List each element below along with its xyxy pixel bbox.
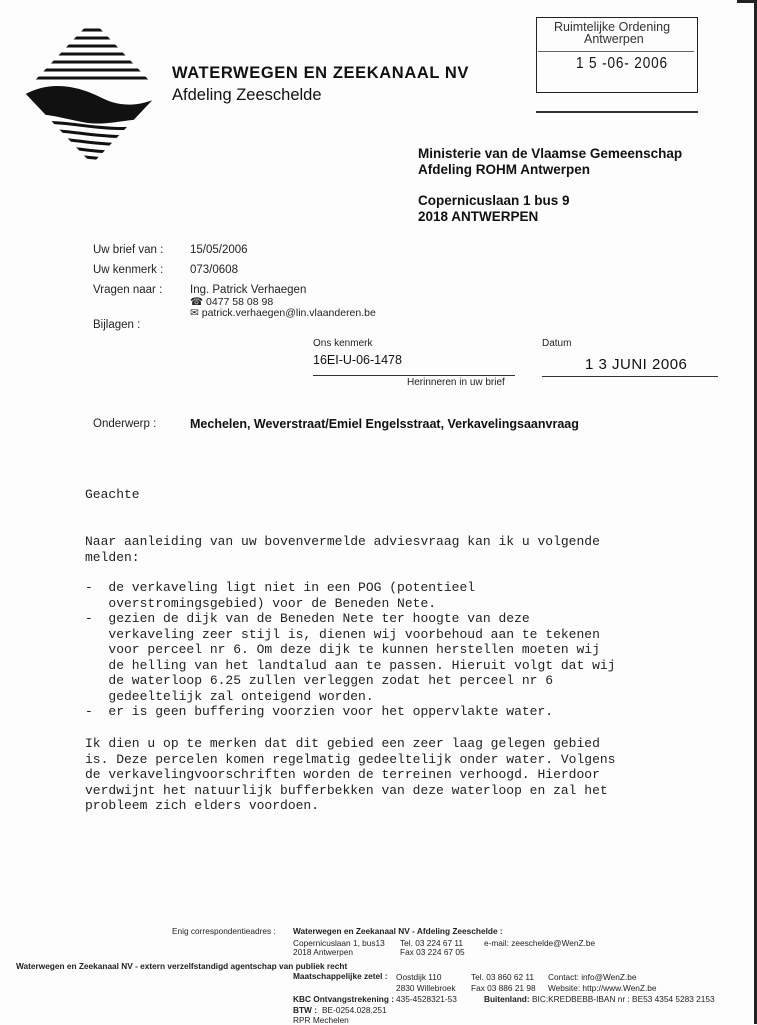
body-line: voor perceel nr 6. Om deze dijk te kunnen herstellen moeten wij (85, 642, 600, 657)
body-line: - de verkaveling ligt niet in een POG (potentieel (85, 580, 476, 595)
stamp-title-line2: Antwerpen (584, 32, 644, 46)
our-ref-value: 16EI-U-06-1478 (313, 353, 402, 367)
body-line: Ik dien u op te merken dat dit gebied een zeer laag gelegen gebied (85, 736, 600, 751)
footer-seat-website: Website: http://www.WenZ.be (548, 983, 657, 993)
organization-name: WATERWEGEN EN ZEEKANAAL NV (172, 64, 470, 82)
body-line: verkaveling zeer stijl is, dienen wij voorbehoud aan te tekenen (85, 626, 600, 642)
body-line: - gezien de dijk van de Beneden Nete ter hoogte van deze (85, 611, 530, 626)
stamp-divider (538, 51, 694, 52)
received-stamp (536, 17, 698, 115)
body-line: de verkavelingvoorschriften worden de terreinen verhoogd. Hierdoor (85, 767, 600, 782)
your-ref-label: Uw kenmerk : (93, 264, 164, 276)
body-line: overstromingsgebied) voor de Beneden Nete. (85, 595, 437, 611)
footer-btw-label: BTW : (293, 1005, 317, 1015)
scan-edge-top (737, 0, 757, 3)
contact-email: patrick.verhaegen@lin.vlaanderen.be (201, 307, 376, 319)
stamp-date: 1 5 -06- 2006 (576, 55, 668, 72)
footer-foreign-label: Buitenland: (484, 994, 530, 1004)
phone-icon: ☎ (190, 296, 204, 308)
remind-label: Herinneren in uw brief (407, 377, 505, 388)
footer-corr-name: Waterwegen en Zeekanaal NV - Afdeling Zeeschelde : (293, 926, 503, 936)
our-ref-label: Ons kenmerk (313, 338, 373, 349)
your-letter-label: Uw brief van : (93, 244, 164, 256)
subject-value: Mechelen, Weverstraat/Emiel Engelsstraat, Verkavelingsaanvraag (190, 417, 579, 431)
our-ref-underline (313, 375, 515, 376)
closing-paragraph (85, 736, 616, 814)
footer-foreign-value: BIC:KREDBEBB-IBAN nr : BE53 4354 5283 2153 (532, 994, 715, 1004)
footer-seat-fax: Fax 03 886 21 98 (471, 983, 536, 993)
footer-seat-label: Maatschappelijke zetel : (293, 971, 388, 981)
footer-seat-contact: Contact: info@WenZ.be (548, 972, 637, 982)
body-line: - er is geen buffering voorzien voor het oppervlakte water. (85, 704, 554, 719)
footer-kbc-value: 435-4528321-53 (396, 994, 457, 1004)
attachments-label: Bijlagen : (93, 319, 141, 331)
footer-seat-addr2: 2830 Willebroek (396, 983, 456, 993)
contact-email-row (190, 307, 376, 319)
date-value: 1 3 JUNI 2006 (585, 356, 688, 373)
footer-agency-line: Waterwegen en Zeekanaal NV - extern verzelfstandigd agentschap van publiek recht (16, 961, 348, 971)
subject-label: Onderwerp : (93, 418, 157, 430)
body-line: de waterloop 6.25 zullen verleggen zodat het perceel nr 6 (85, 673, 554, 688)
footer-corr-tel: Tel. 03 224 67 11 (400, 938, 464, 948)
recipient-line3: Copernicuslaan 1 bus 9 (418, 193, 570, 208)
body-line: gedeeltelijk zal onteigend worden. (85, 688, 374, 704)
body-line: Naar aanleiding van uw bovenvermelde adviesvraag kan ik u volgende (85, 534, 600, 549)
recipient-line2: Afdeling ROHM Antwerpen (418, 162, 590, 177)
salutation: Geachte (85, 487, 140, 502)
date-underline (542, 376, 718, 377)
footer-btw-value: BE-0254.028.251 (322, 1005, 387, 1015)
footer-seat-tel: Tel. 03 860 62 11 (471, 972, 535, 982)
body-line: verdwijnt het natuurlijk bufferbekken van deze waterloop en zal het (85, 782, 608, 798)
footer-corr-fax: Fax 03 224 67 05 (400, 947, 465, 957)
organization-department: Afdeling Zeeschelde (172, 86, 322, 104)
bullet-list (85, 580, 616, 720)
footer-kbc-label: KBC Ontvangstrekening : (293, 994, 394, 1004)
body-line: probleem zich elders voordoen. (85, 798, 320, 813)
your-letter-value: 15/05/2006 (190, 244, 248, 256)
stamp-title-line1: Ruimtelijke Ordening (554, 20, 671, 34)
footer-corr-addr1: Copernicuslaan 1, bus13 (293, 938, 385, 948)
body-line: is. Deze percelen komen regelmatig gedeeltelijk onder water. Volgens (85, 751, 616, 767)
footer-corr-email: e-mail: zeeschelde@WenZ.be (484, 938, 596, 948)
footer-seat-addr1: Oostdijk 110 (396, 972, 442, 982)
date-label: Datum (542, 338, 572, 349)
company-logo-icon (22, 18, 162, 166)
intro-paragraph (85, 534, 600, 565)
contact-name: Ing. Patrick Verhaegen (190, 284, 307, 296)
envelope-icon: ✉ (190, 307, 199, 319)
body-line: de helling van het landtalud aan te passen. Hieruit volgt dat wij (85, 657, 616, 673)
stamp-underline (536, 111, 698, 113)
contact-label: Vragen naar : (93, 284, 163, 296)
footer-rpr: RPR Mechelen (293, 1015, 349, 1025)
footer-corr-label: Enig correspondentieadres : (172, 926, 276, 936)
recipient-line4: 2018 ANTWERPEN (418, 209, 539, 224)
your-ref-value: 073/0608 (190, 264, 238, 276)
body-line: melden: (85, 549, 140, 565)
footer-corr-addr2: 2018 Antwerpen (293, 947, 353, 957)
recipient-line1: Ministerie van de Vlaamse Gemeenschap (418, 146, 683, 161)
contact-phone: 0477 58 08 98 (206, 296, 274, 308)
